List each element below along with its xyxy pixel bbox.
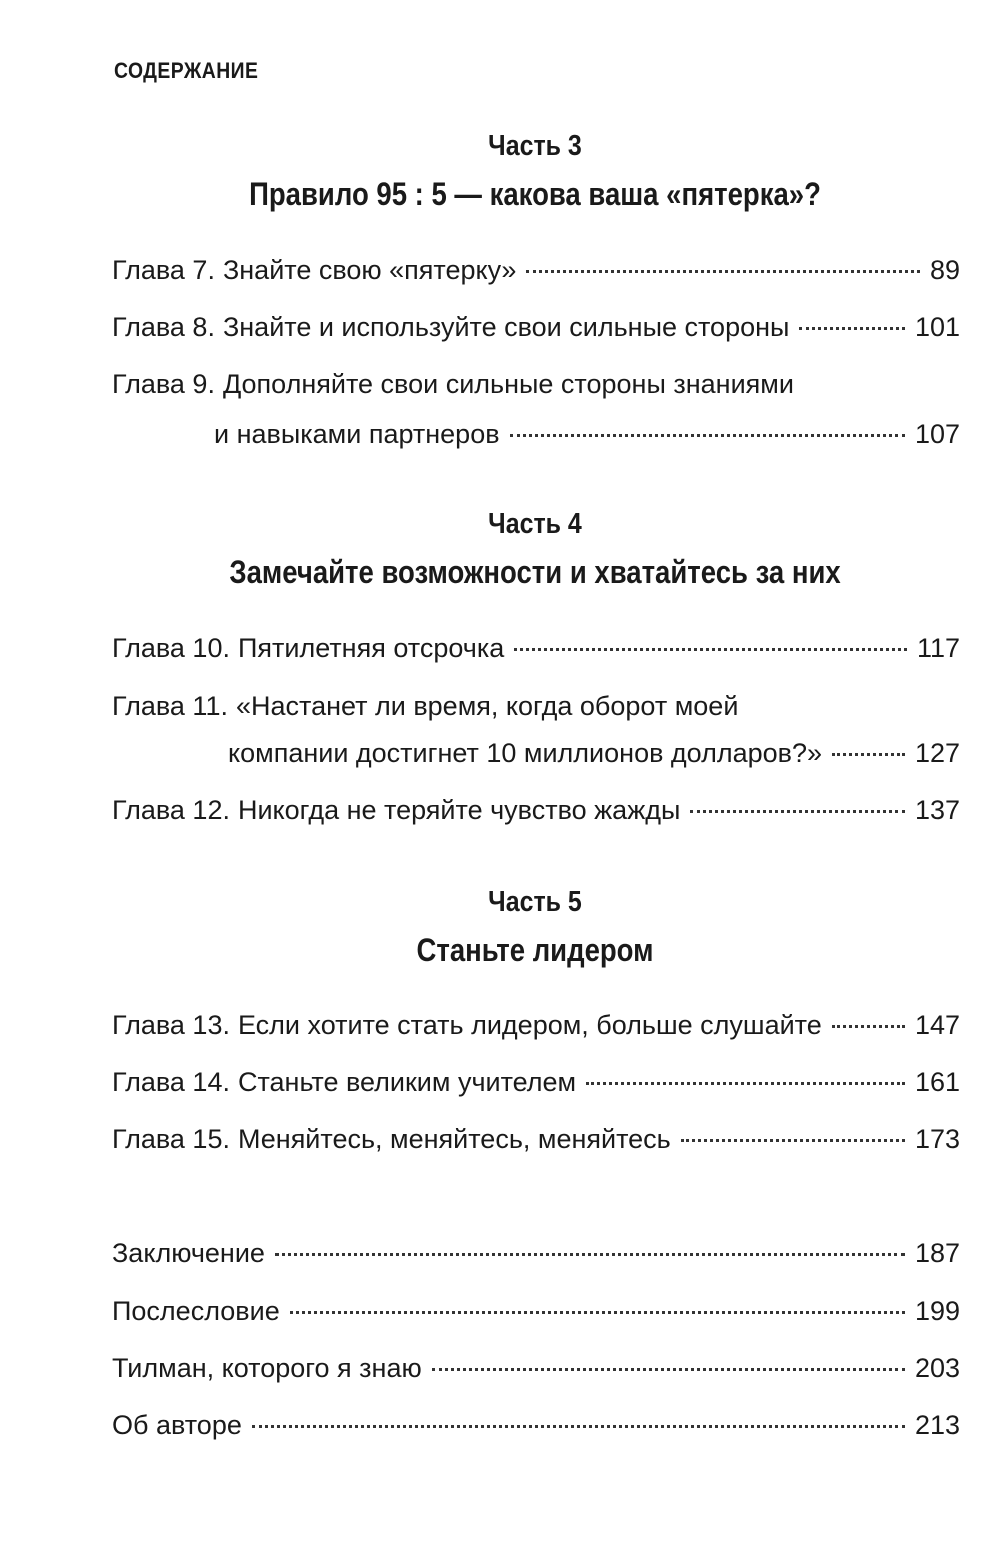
chapter-title: Пятилетняя отсрочка	[237, 633, 505, 663]
chapter-number: Глава 11.	[112, 691, 228, 721]
part-4-title: Замечайте возможности и хватайтесь за них	[229, 554, 841, 590]
page-number: 203	[914, 1353, 960, 1383]
part-5-title: Станьте лидером	[416, 932, 654, 968]
page-number: 213	[914, 1410, 960, 1440]
chapter-title-line-1: «Настанет ли время, когда оборот моей	[235, 691, 739, 721]
toc-entry-chapter-7[interactable]	[112, 250, 960, 290]
toc-entry-label	[112, 790, 680, 830]
toc-entry-label	[112, 307, 789, 347]
running-head: СОДЕРЖАНИЕ	[114, 58, 259, 83]
page-number: 199	[914, 1296, 960, 1326]
toc-entry-tilman[interactable]	[112, 1348, 960, 1388]
dot-leader	[690, 810, 905, 813]
dot-leader	[290, 1311, 905, 1314]
entry-title: Послесловие	[112, 1296, 280, 1326]
toc-entry-label	[112, 250, 516, 290]
toc-entry-chapter-13[interactable]	[112, 1005, 960, 1045]
chapter-number: Глава 8.	[112, 312, 215, 342]
toc-entry-chapter-10[interactable]	[112, 628, 960, 668]
page-number: 127	[914, 738, 960, 768]
toc-entry-label	[112, 1005, 822, 1045]
dot-leader	[681, 1139, 905, 1142]
toc-entry-label	[112, 1062, 576, 1102]
page-number: 173	[914, 1124, 960, 1154]
chapter-number: Глава 15.	[112, 1124, 230, 1154]
toc-entry-chapter-14[interactable]	[112, 1062, 960, 1102]
page-number: 161	[914, 1067, 960, 1097]
entry-title: Тилман, которого я знаю	[112, 1353, 422, 1383]
toc-entry-chapter-11-cont[interactable]	[228, 733, 960, 773]
toc-entry-label	[112, 1119, 671, 1159]
chapter-title: Никогда не теряйте чувство жажды	[237, 795, 681, 825]
part-5-label: Часть 5	[488, 886, 582, 918]
chapter-number: Глава 7.	[112, 255, 215, 285]
toc-entry-label	[112, 628, 504, 668]
chapter-title: Знайте и используйте свои сильные стороны	[222, 312, 790, 342]
dot-leader	[526, 270, 920, 273]
page-number: 107	[914, 419, 960, 449]
chapter-title: Знайте свою «пятерку»	[222, 255, 517, 285]
dot-leader	[432, 1368, 905, 1371]
chapter-title: Меняйтесь, меняйтесь, меняйтесь	[237, 1124, 671, 1154]
page-number: 137	[914, 795, 960, 825]
toc-entry-chapter-11[interactable]	[112, 686, 960, 726]
chapter-number: Глава 13.	[112, 1010, 230, 1040]
dot-leader	[832, 753, 905, 756]
page-number: 101	[914, 312, 960, 342]
entry-title: Заключение	[112, 1238, 265, 1268]
chapter-number: Глава 12.	[112, 795, 230, 825]
dot-leader	[514, 648, 907, 651]
entry-title: Об авторе	[112, 1410, 242, 1440]
part-4-label: Часть 4	[488, 508, 582, 540]
chapter-title: Если хотите стать лидером, больше слушайте	[237, 1010, 822, 1040]
chapter-number: Глава 9.	[112, 369, 215, 399]
toc-entry-label	[112, 686, 738, 726]
page-number: 89	[929, 255, 960, 285]
page-number: 187	[914, 1238, 960, 1268]
dot-leader	[252, 1425, 905, 1428]
toc-entry-about-author[interactable]	[112, 1405, 960, 1445]
dot-leader	[586, 1082, 905, 1085]
chapter-title-line-1: Дополняйте свои сильные стороны знаниями	[222, 369, 794, 399]
dot-leader	[799, 327, 905, 330]
toc-entry-afterword[interactable]	[112, 1291, 960, 1331]
chapter-number: Глава 14.	[112, 1067, 230, 1097]
chapter-title-line-2: компании достигнет 10 миллионов долларов?»	[228, 738, 823, 768]
chapter-title-line-2: и навыками партнеров	[214, 419, 500, 449]
toc-entry-chapter-8[interactable]	[112, 307, 960, 347]
dot-leader	[832, 1025, 905, 1028]
toc-entry-label	[112, 364, 794, 404]
toc-entry-chapter-12[interactable]	[112, 790, 960, 830]
dot-leader	[510, 434, 905, 437]
page-number: 117	[916, 633, 960, 663]
toc-entry-chapter-9[interactable]	[112, 364, 960, 404]
toc-entry-chapter-15[interactable]	[112, 1119, 960, 1159]
toc-entry-conclusion[interactable]	[112, 1233, 960, 1273]
chapter-title: Станьте великим учителем	[237, 1067, 577, 1097]
chapter-number: Глава 10.	[112, 633, 230, 663]
part-3-label: Часть 3	[488, 130, 582, 162]
part-3-title: Правило 95 : 5 — какова ваша «пятерка»?	[249, 176, 821, 212]
page-number: 147	[914, 1010, 960, 1040]
toc-entry-chapter-9-cont[interactable]	[214, 414, 960, 454]
dot-leader	[275, 1253, 905, 1256]
